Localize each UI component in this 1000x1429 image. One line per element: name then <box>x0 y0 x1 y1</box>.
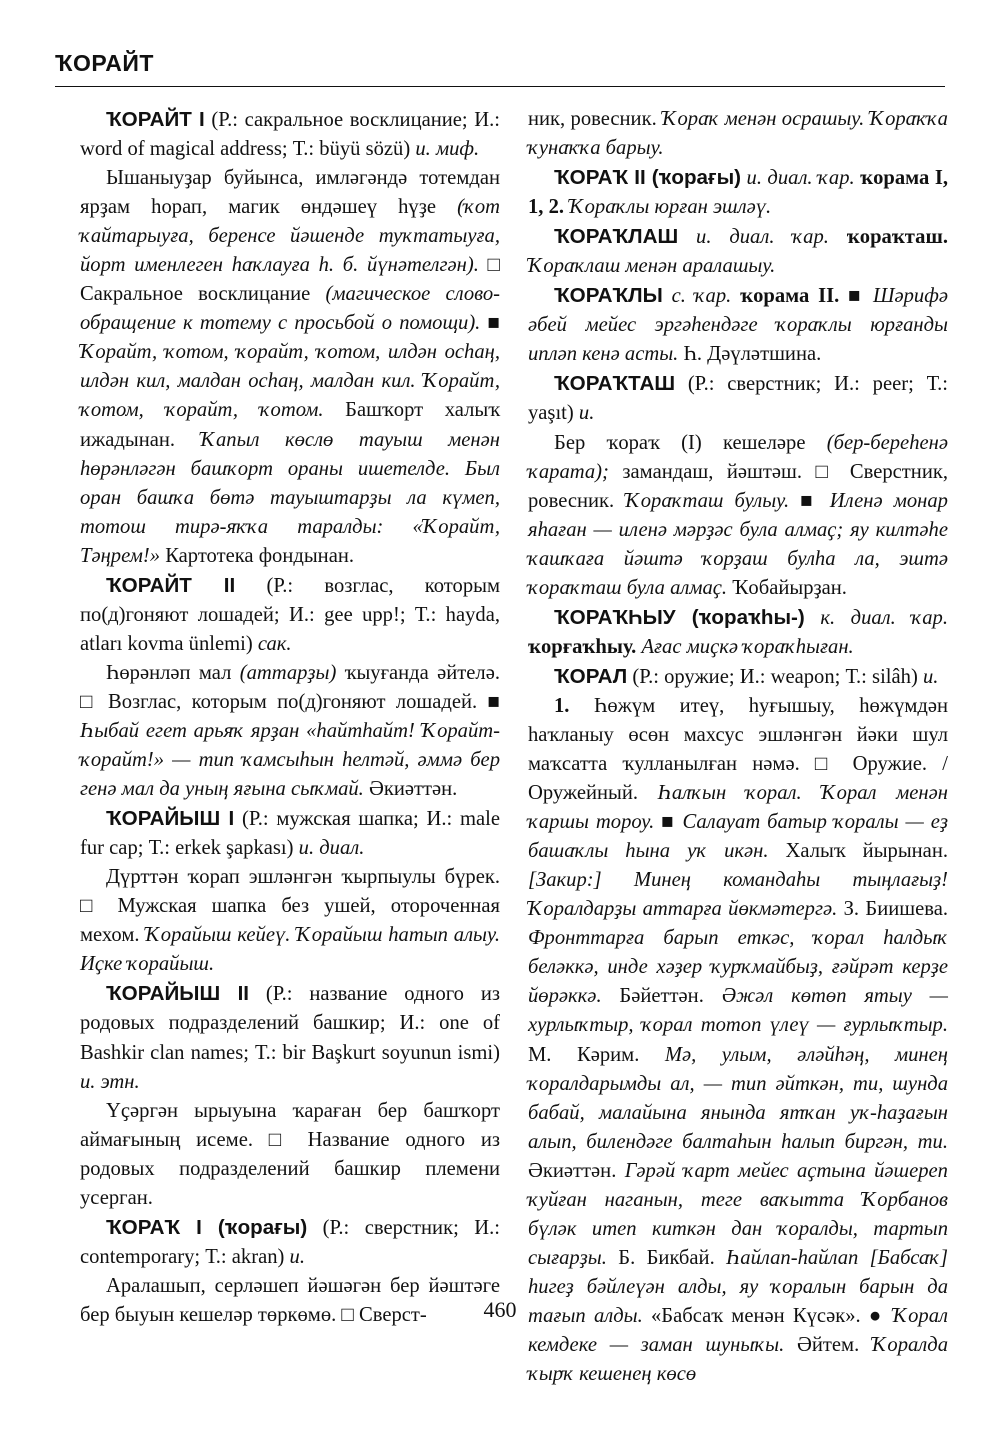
italic-text: и. диал. <box>298 837 365 860</box>
italic-text: и. <box>578 402 595 425</box>
italic-text: Ҡапыл көслө тауыш менән һөрәнләгән башҡорт ораны ишетелде. Был оран башҡа бөтә тауыштарҙы ла күмеп, тотош тирә-яҡҡа таралды: «Ҡорайт, Тәңрем!» <box>80 428 500 567</box>
italic-text: Ағас миҫкә ҡораҡһыған. <box>641 635 854 658</box>
italic-text: с. ҡар. <box>671 285 732 308</box>
body-text: Б. Бикбай. <box>606 1246 727 1269</box>
italic-text: Салауат батыр ҡоралы — еҙ башаҡлы һына уҡ икән. <box>528 811 948 863</box>
body-text: ■ <box>654 811 683 834</box>
dictionary-paragraph <box>80 804 500 863</box>
dictionary-paragraph <box>528 692 948 1389</box>
italic-text: (бер-береһенә ҡарата); <box>528 431 948 483</box>
body-text: ҡыуғанда әйтелә. □ Возглас, которым по(д)гоняют лошадей. ■ <box>80 661 500 713</box>
italic-text: Әжәл көтөп ятыу — хурлыҡтыр, ҡорал тотоп үлеү — ғурлыҡтыр. <box>528 985 948 1037</box>
body-text <box>663 285 672 307</box>
body-text: Бер ҡораҡ (I) кешеләре <box>554 431 827 454</box>
italic-text: Ҡораҡ менән осрашыу. Ҡораҡҡа ҡунаҡҡа барыу. <box>528 108 948 160</box>
italic-text: (аттарҙы) <box>239 661 337 684</box>
italic-text: Һайлап-һайлап [Бабсаҡ] һигеҙ бәйлеүән алды, яу ҡоралын барын да тағып алды. <box>528 1246 948 1327</box>
italic-text: Һыбай егет арьяҡ ярҙан «һайтһайт! Ҡорайт-ҡорайт!» — тип ҡамсыһын һелтәй, әммә бер генә мал да уның яғына сыҡмай. <box>80 719 500 801</box>
italic-text: и. диал. ҡар. <box>746 167 855 190</box>
body-text: ■ <box>480 312 500 335</box>
body-text: ник, ровесник. <box>528 108 663 130</box>
dictionary-paragraph <box>80 1213 500 1272</box>
body-text <box>805 607 821 629</box>
body-text: Дүрттән ҡорап эшләнгән ҡырпыулы бүрек. □ Мужская шапка без ушей, отороченная мехом. <box>80 866 500 947</box>
italic-text: Ҡораҡташ булыу. <box>625 489 790 512</box>
body-text: (Р.: название одного из родовых подразделений башкир; И.: one of Bashkir clan names; Т.: bir Başkurt soyunun ismi) <box>80 983 500 1064</box>
body-text: (Р.: возглас, которым по(д)гоняют лошадей; И.: gee upp!; Т.: hayda, atları kovma ünlemi) <box>80 574 500 655</box>
body-text: (Р.: мужская шапка; И.: male fur cap; Т.: erkek şapkası) <box>80 808 500 860</box>
italic-text: сак. <box>257 632 292 655</box>
dictionary-paragraph <box>80 863 500 979</box>
dictionary-paragraph <box>80 571 500 659</box>
body-text <box>829 226 847 248</box>
bold-text: ҡорама I, 1, 2. <box>528 167 948 219</box>
headword: ҠОРАЙЫШ II <box>106 982 250 1006</box>
body-text: Әйтем. <box>784 1333 872 1356</box>
body-text: □ Сакральное восклицание <box>80 254 500 306</box>
body-text: (Р.: оружие; И.: weapon; Т.: silâh) <box>627 665 923 688</box>
body-text: Һ. Дәүләтшина. <box>678 343 822 366</box>
italic-text: Фронттарға барып еткәс, ҡорал һалдыҡ беләккә, инде хәҙер ҡурҡмайбыҙ, ғәйрәт керҙе йөрәккә. <box>528 927 948 1008</box>
body-text <box>731 285 740 307</box>
dictionary-paragraph <box>528 105 948 163</box>
italic-text: (магическое слово-обращение к тотему с просьбой о помощи). <box>80 283 501 335</box>
italic-text: Ҡоралда ҡырҡ кешенең көсө <box>528 1333 948 1386</box>
body-text: Ышаныуҙар буйынса, имләгәндә тотемдан ярҙам һорап, магик өндәшеү һүҙе <box>80 167 500 219</box>
headword: ҠОРАЙТ II <box>106 573 236 597</box>
italic-text: Мә, улым, әләйһәң, минең ҡоралдарымды ал, — тип әйткән, ти, шунда бабай, малайына янында ятҡан уҡ-һаҙағын алып, билендәге балтаһын һалып биргән, ти. <box>528 1043 948 1153</box>
headword: ҠОРАЙЫШ I <box>106 807 235 831</box>
headword: ҠОРАҠЛАШ <box>554 225 679 249</box>
italic-text: Ҡорайыш кейеү. Ҡорайыш һатып алыу. Иҫке ҡорайыш. <box>80 924 500 976</box>
body-text: (Р.: сверстник; И.: peer; Т.: yaşıt) <box>528 373 948 425</box>
dictionary-paragraph <box>528 603 948 662</box>
body-text: замандаш, йәштәш. □ Сверстник, ровесник. <box>528 460 948 512</box>
dictionary-paragraph <box>80 1097 500 1213</box>
body-text: Бәйеттән. <box>601 985 722 1008</box>
body-text: Халыҡ йырынан. <box>768 840 948 863</box>
body-text: М. Кәрим. <box>528 1043 665 1066</box>
body-text: Башҡорт халыҡ ижадынан. <box>80 399 500 451</box>
right-column <box>528 105 948 1389</box>
body-text: Ҡобайырҙан. <box>727 576 847 599</box>
body-text: З. Биишева. <box>837 898 948 921</box>
body-text: Картотека фондынан. <box>160 544 355 567</box>
dictionary-paragraph <box>528 222 948 281</box>
bold-text: 1. <box>554 694 570 717</box>
body-text <box>678 226 696 248</box>
dictionary-paragraph <box>528 369 948 428</box>
dictionary-paragraph <box>528 163 948 222</box>
body-text: «Бабсаҡ менән Күсәк». ● <box>642 1304 893 1327</box>
italic-text: Иленә монар яһаған — иленә мәрҙәс була алмаҫ; яу килтәһе ҡашҡаға йәштә ҡорҙаш булһа ла, эштә ҡораҡташ була алмаҫ. <box>528 489 948 599</box>
body-text: Аралашып, серләшеп йәшәгән бер йәштәге бер быуын кешеләр төркөмө. □ Сверст- <box>80 1274 500 1326</box>
body-text: (Р.: сверстник; И.: contemporary; Т.: akran) <box>80 1216 500 1268</box>
dictionary-paragraph <box>80 659 500 804</box>
left-column <box>80 105 500 1330</box>
italic-text: Ҡорайт, ҡотом, ҡорайт, ҡотом, илдән осһаң, илдән кил, малдан осһаң, малдан кил. Ҡорайт, ҡотом, ҡорайт, ҡотом. <box>80 341 500 422</box>
italic-text: (ҡот ҡайтарыуға, беренсе йәшенде туҡтатыуға, йорт именлеген һаҡлауға һ. б. йүнәтелгән). <box>80 196 500 277</box>
bold-text: ҡораҡташ. <box>846 226 949 249</box>
body-text: Әкиәттән. <box>363 778 458 801</box>
italic-text: Ҡораҡлаш менән аралашыу. <box>528 255 776 278</box>
headword: ҠОРАҠЛЫ <box>554 284 663 308</box>
body-text: Һөрәнләп мал <box>106 661 240 684</box>
body-text: Һөжүм итеү, һуғышыу, һөжүмдән һаҡланыу өсөн махсус эшләнгән йәки шул маҡсатта ҡулланылған нәмә. □ Оружие. / Оружейный. <box>528 694 948 805</box>
italic-text: и. <box>289 1245 305 1268</box>
italic-text: Ҡорал кемдеке — заман шуныҡы. <box>528 1304 948 1356</box>
body-text: (Р.: сакральное восклицание; И.: word of magical address; Т.: büyü sözü) <box>80 109 500 161</box>
italic-text: и. этн. <box>80 1070 140 1093</box>
italic-text: и. миф. <box>415 138 480 161</box>
body-text: ■ <box>789 489 830 512</box>
italic-text: и. <box>922 665 939 688</box>
page-number: 460 <box>483 1297 517 1322</box>
italic-text: Гәрәй ҡарт мейес аҫтына йәшереп ҡуйған наганын, теге ваҡытта Ҡорбанов бүләк итеп киткән дан ҡоралды, тартып сығарҙы. <box>528 1159 948 1269</box>
dictionary-paragraph <box>80 164 500 571</box>
italic-text: Ҡораҡлы юрған эшләү. <box>569 196 772 219</box>
italic-text: Һалҡын ҡорал. Ҡорал менән ҡаршы тороу. <box>528 782 948 834</box>
running-header <box>55 50 945 87</box>
dictionary-paragraph <box>528 281 948 369</box>
body-text: ■ <box>839 285 874 308</box>
italic-text: Шәрифә әбей мейес эргәһендәге ҡораҡлы юрғанды ипләп кенә асты. <box>528 285 948 366</box>
bold-text: ҡорғаҡһыу. <box>528 635 637 658</box>
bold-text: ҡорама II. <box>740 285 840 308</box>
dictionary-paragraph <box>80 105 500 164</box>
body-text: Үҫәргән ырыуына ҡараған бер башҡорт аймағының исеме. □ Название одного из родовых подразделений башкир племени усерган. <box>80 1099 500 1209</box>
headword: ҠОРАҠҺЫУ (ҡораҡһы-) <box>554 605 805 629</box>
italic-text: и. диал. ҡар. <box>696 226 829 249</box>
headword: ҠОРАҠ II (ҡорағы) <box>554 166 742 190</box>
dictionary-paragraph <box>528 662 948 692</box>
dictionary-paragraph <box>528 429 948 603</box>
dictionary-paragraph <box>80 979 500 1096</box>
body-text: Әкиәттән. <box>528 1159 625 1182</box>
italic-text: [Закир:] Минең командаһы тыңлағыҙ! Ҡоралдарҙы аттарға йөкмәтергә. <box>528 869 948 921</box>
italic-text: к. диал. ҡар. <box>820 606 948 629</box>
headword: ҠОРАҠ I (ҡорағы) <box>106 1215 308 1239</box>
running-header-title: ҠОРАЙТ <box>55 50 154 76</box>
headword: ҠОРАЛ <box>554 664 628 688</box>
headword: ҠОРАЙТ I <box>106 108 205 131</box>
headword: ҠОРАҠТАШ <box>554 372 676 396</box>
